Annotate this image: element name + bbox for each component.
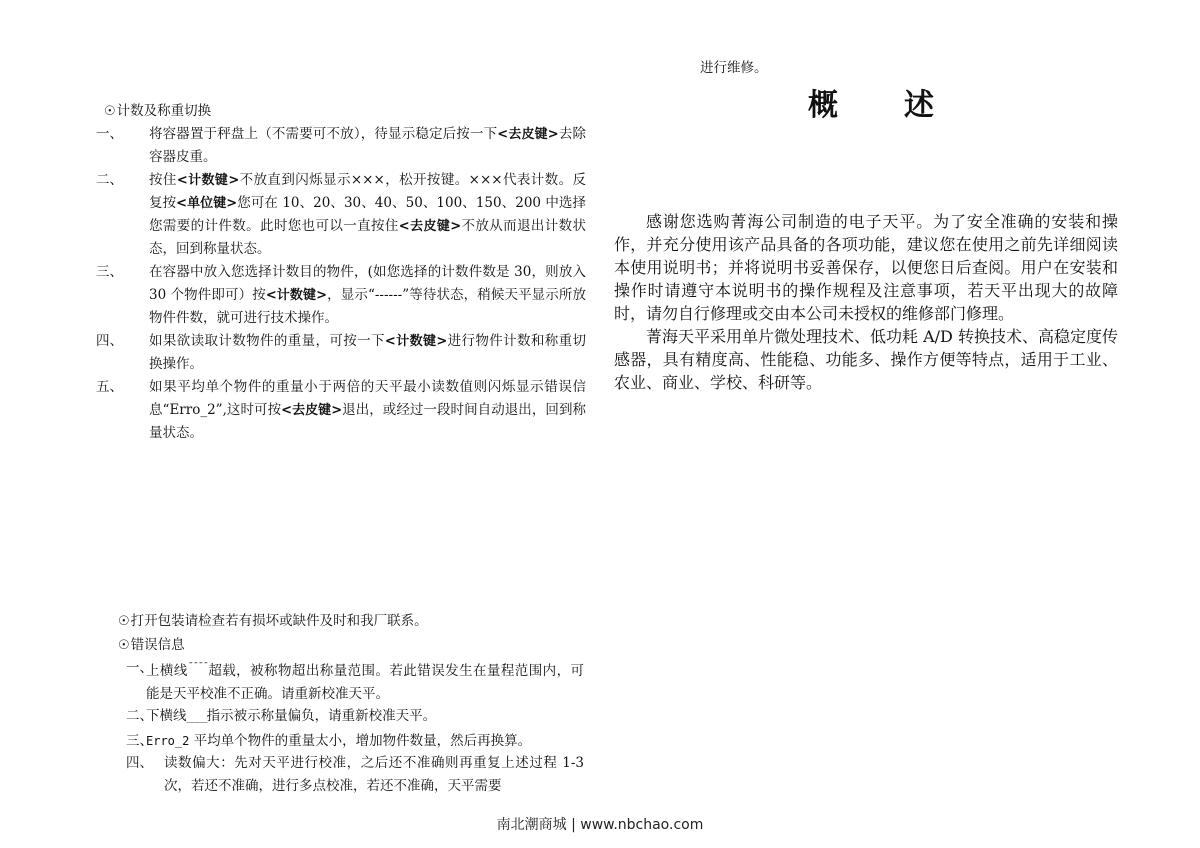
key-name: <单位键> [176,196,238,211]
step-text: 不放从而退出计数状态，回到称量状态。 [149,218,586,257]
key-name: <去皮键> [281,403,343,418]
overview-title [808,80,934,124]
circled-dot-icon: ☉ [118,637,130,653]
underline-symbol: ____ [186,712,207,723]
step-text: 按住 [149,172,177,188]
step-number: 三、 [96,264,123,280]
title-char: 概 [808,88,838,123]
step-item [96,123,586,169]
intro-paragraph: 感谢您选购菁海公司制造的电子天平。为了安全准确的安装和操作，并充分使用该产品具备的各项功能，建议您在使用之前先详细阅读本使用说明书；并将说明书妥善保存，以便您日后查阅。用户在安装和操作时请遵守本说明书的操作规程及注意事项，若天平出现大的故障时，请勿自行修理或交由本公司未授权的维修部门修理。 [614,212,1118,323]
step-text: 如果平均单个物件的重量小于两倍的天平最小读数值则闪烁显示错误信息“Erro_2”,这时可按 [149,379,586,418]
key-name: <计数键> [265,288,328,303]
title-char: 述 [904,88,934,123]
key-name: <计数键> [176,173,240,188]
key-name: <计数键> [384,334,448,349]
error-text: 下横线 [146,708,187,724]
circled-dot-icon: ☉ [104,104,116,119]
step-item [96,376,586,445]
step-list [96,123,586,445]
error-number: 一、 [126,660,153,676]
section-title: ☉计数及称重切换 [104,103,212,119]
step-text: 进行物件计数和称重切换操作。 [149,333,586,372]
key-name: <去皮键> [497,127,559,142]
step-item [96,169,586,261]
step-text: 退出，或经过一段时间自动退出，回到称量状态。 [149,402,586,441]
error-title: ☉错误信息 [118,636,185,653]
intro-paragraph: 菁海天平采用单片微处理技术、低功耗 A/D 转换技术、高稳定度传感器，具有精度高、性能稳、功能多、操作方便等特点，适用于工业、农业、商业、学校、科研等。 [614,327,1118,392]
key-name: <去皮键> [398,219,462,234]
step-text: 将容器置于秤盘上（不需要可不放），待显示稳定后按一下 [149,126,498,142]
error-item [118,705,584,730]
step-text: 如果欲读取计数物件的重量，可按一下 [149,333,385,349]
error-item [118,752,584,797]
step-number: 一、 [96,126,123,142]
error-text: Erro_2 [146,733,190,748]
error-item [118,730,584,753]
overline-symbol: ¯¯¯¯ [187,662,208,673]
step-item [96,330,586,376]
error-text: 上横线 [146,663,188,679]
step-text: 去除容器皮重。 [149,126,586,165]
step-text: ，显示“------”等待状态，稍候天平显示所放物件件数，就可进行技术操作。 [149,287,586,326]
step-text: 您可在 10、20、30、40、50、100、150、200 中选择您需要的计件数。此时您也可以一直按住 [149,195,586,234]
step-number: 四、 [96,333,123,349]
step-text: 在容器中放入您选择计数目的物件，(如您选择的计数件数是 30，则放入 30 个物件即可）按 [149,264,586,303]
error-text: 指示被示称量偏负，请重新校准天平。 [206,708,437,724]
step-number: 五、 [96,379,123,395]
circled-dot-icon: ☉ [118,614,130,629]
unpack-note: ☉打开包装请检查若有损坏或缺件及时和我厂联系。 [118,613,428,629]
error-text: 平均单个物件的重量太小，增加物件数量，然后再换算。 [189,732,532,749]
error-text: 超载，被称物超出称量范围。若此错误发生在量程范围内，可能是天平校准不正确。请重新校准天平。 [146,663,585,702]
error-number: 三、 [126,732,153,749]
error-section [118,610,584,797]
step-text: 不放直到闪烁显示×××，松开按键。×××代表计数。反复按 [149,172,586,211]
footer-watermark: 南北潮商城 | www.nbchao.com [496,817,704,833]
error-item [118,657,584,705]
overview-body [614,210,1118,394]
continuation-text: 进行维修。 [700,60,768,76]
error-number: 四、 [126,755,153,771]
counting-section [96,100,586,445]
step-item [96,261,586,330]
error-list [118,657,584,797]
error-text: 读数偏大：先对天平进行校准，之后还不准确则再重复上述过程 1-3 次，若还不准确，进行多点校准，若还不准确，天平需要 [164,755,584,794]
step-number: 二、 [96,172,123,188]
error-number: 二、 [126,708,153,724]
